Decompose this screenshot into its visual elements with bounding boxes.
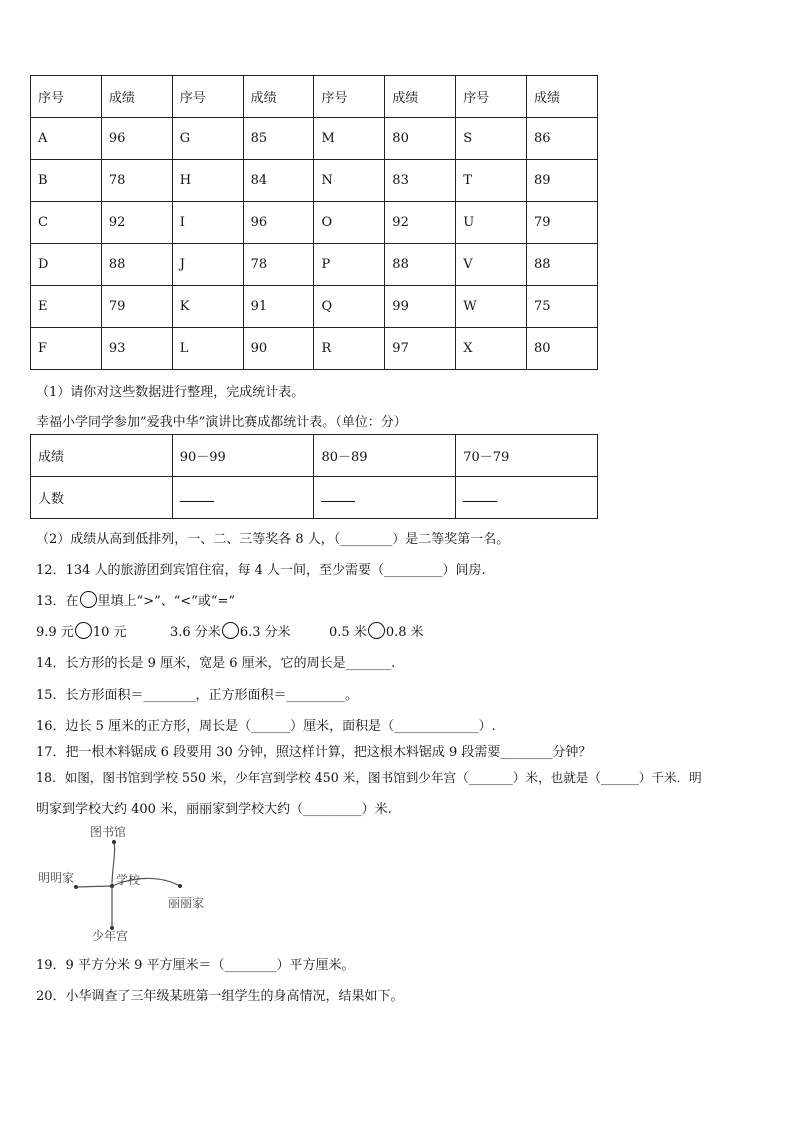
score-row <box>31 244 598 286</box>
score-cell: P <box>314 244 385 286</box>
stat-row-count <box>31 477 598 519</box>
mingming-dot <box>74 885 78 889</box>
stat-cell: 70－79 <box>456 435 598 477</box>
stat-row-score <box>31 435 598 477</box>
q13-left: 0.5 米 <box>329 625 367 640</box>
q19: 19．9 平方分米 9 平方厘米＝（________）平方厘米。 <box>36 958 355 973</box>
score-cell: 80 <box>385 118 456 160</box>
q13-prefix: 13．在 <box>36 594 79 609</box>
compare-circle-icon[interactable] <box>368 622 385 639</box>
score-cell: 78 <box>101 160 172 202</box>
score-cell: L <box>172 328 243 370</box>
map-label-youth: 少年宫 <box>92 929 129 943</box>
score-cell: 93 <box>101 328 172 370</box>
score-cell: R <box>314 328 385 370</box>
score-cell: A <box>31 118 102 160</box>
map-label-mingming: 明明家 <box>38 871 75 885</box>
q13-item <box>36 621 127 640</box>
q13-item <box>170 621 291 640</box>
score-cell: B <box>31 160 102 202</box>
score-cell: 78 <box>243 244 314 286</box>
compare-circle-icon <box>80 591 97 608</box>
score-cell: 88 <box>101 244 172 286</box>
answer-blank[interactable] <box>180 490 214 502</box>
score-cell: 79 <box>527 202 598 244</box>
lili-dot <box>178 884 182 888</box>
compare-circle-icon[interactable] <box>222 622 239 639</box>
score-row <box>31 202 598 244</box>
score-header-cell: 成绩 <box>527 76 598 118</box>
score-cell: 88 <box>385 244 456 286</box>
score-cell: M <box>314 118 385 160</box>
stat-cell: 80－89 <box>314 435 456 477</box>
score-header-cell: 序号 <box>456 76 527 118</box>
q17: 17．把一根木料锯成 6 段要用 30 分钟，照这样计算，把这根木料锯成 9 段需要________分钟？ <box>36 745 592 760</box>
q18-line1: 18．如图，图书馆到学校 550 米，少年宫到学校 450 米，图书馆到少年宫（_______）米，也就是（______）千米．明 <box>36 770 702 785</box>
stat-cell: 成绩 <box>31 435 173 477</box>
answer-blank-cell[interactable] <box>314 477 456 519</box>
score-cell: 75 <box>527 286 598 328</box>
q18-line2: 明家到学校大约 400 米，丽丽家到学校大约（_________）米. <box>36 802 392 817</box>
score-cell: T <box>456 160 527 202</box>
score-cell: W <box>456 286 527 328</box>
q20: 20．小华调查了三年级某班第一组学生的身高情况，结果如下。 <box>36 989 404 1004</box>
score-table <box>30 75 598 370</box>
score-header-cell: 序号 <box>314 76 385 118</box>
q13-right: 0.8 米 <box>385 625 424 640</box>
score-row <box>31 118 598 160</box>
score-cell: Q <box>314 286 385 328</box>
score-header-cell: 序号 <box>172 76 243 118</box>
score-cell: O <box>314 202 385 244</box>
score-cell: C <box>31 202 102 244</box>
q13-suffix: 里填上“>”、“<”或“=” <box>97 594 236 609</box>
q13-item <box>329 621 424 640</box>
score-cell: F <box>31 328 102 370</box>
score-row <box>31 286 598 328</box>
q13-instruction <box>36 590 235 609</box>
score-cell: U <box>456 202 527 244</box>
q13-right: 10 元 <box>92 625 127 640</box>
score-header-row <box>31 76 598 118</box>
score-cell: 99 <box>385 286 456 328</box>
score-cell: 92 <box>101 202 172 244</box>
q16: 16．边长 5 厘米的正方形，周长是（______）厘米，面积是（_____________）. <box>36 719 496 734</box>
q14: 14．长方形的长是 9 厘米，宽是 6 厘米，它的周长是_______. <box>36 656 396 671</box>
score-cell: K <box>172 286 243 328</box>
map-label-lili: 丽丽家 <box>168 896 205 910</box>
score-cell: I <box>172 202 243 244</box>
score-header-cell: 成绩 <box>101 76 172 118</box>
score-cell: 79 <box>101 286 172 328</box>
map-figure <box>30 820 230 945</box>
score-cell: 91 <box>243 286 314 328</box>
score-header-cell: 成绩 <box>385 76 456 118</box>
score-cell: V <box>456 244 527 286</box>
score-cell: 84 <box>243 160 314 202</box>
score-cell: 96 <box>101 118 172 160</box>
answer-blank[interactable] <box>321 490 355 502</box>
score-cell: 86 <box>527 118 598 160</box>
compare-circle-icon[interactable] <box>75 622 92 639</box>
stat-cell: 人数 <box>31 477 173 519</box>
stat-table-title: 幸福小学同学参加”爱我中华”演讲比赛成都统计表。（单位：分） <box>36 415 407 430</box>
score-cell: 88 <box>527 244 598 286</box>
score-cell: 85 <box>243 118 314 160</box>
answer-blank-cell[interactable] <box>456 477 598 519</box>
score-cell: J <box>172 244 243 286</box>
score-row <box>31 160 598 202</box>
map-label-library: 图书馆 <box>90 825 127 839</box>
stat-table <box>30 434 598 519</box>
score-cell: 90 <box>243 328 314 370</box>
score-cell: 80 <box>527 328 598 370</box>
score-header-cell: 序号 <box>31 76 102 118</box>
stat-cell: 90－99 <box>172 435 314 477</box>
q11-part2: （2）成绩从高到低排列，一、二、三等奖各 8 人，（________）是二等奖第一名。 <box>36 532 510 547</box>
score-cell: H <box>172 160 243 202</box>
q15: 15．长方形面积＝________，正方形面积＝_________。 <box>36 688 359 703</box>
score-cell: D <box>31 244 102 286</box>
q12: 12．134 人的旅游团到宾馆住宿，每 4 人一间，至少需要（_________）间房. <box>36 563 486 578</box>
q11-part1: （1）请你对这些数据进行整理，完成统计表。 <box>36 385 305 400</box>
score-cell: G <box>172 118 243 160</box>
score-cell: S <box>456 118 527 160</box>
score-cell: E <box>31 286 102 328</box>
score-cell: 83 <box>385 160 456 202</box>
answer-blank-cell[interactable] <box>172 477 314 519</box>
score-cell: 89 <box>527 160 598 202</box>
score-cell: 97 <box>385 328 456 370</box>
score-cell: X <box>456 328 527 370</box>
score-cell: N <box>314 160 385 202</box>
score-row <box>31 328 598 370</box>
score-cell: 96 <box>243 202 314 244</box>
school-dot <box>110 884 114 888</box>
q13-left: 9.9 元 <box>36 625 74 640</box>
score-header-cell: 成绩 <box>243 76 314 118</box>
q13-right: 6.3 分米 <box>239 625 291 640</box>
q13-left: 3.6 分米 <box>170 625 221 640</box>
score-cell: 92 <box>385 202 456 244</box>
answer-blank[interactable] <box>463 490 497 502</box>
library-dot <box>112 840 116 844</box>
map-label-school: 学校 <box>116 873 141 887</box>
